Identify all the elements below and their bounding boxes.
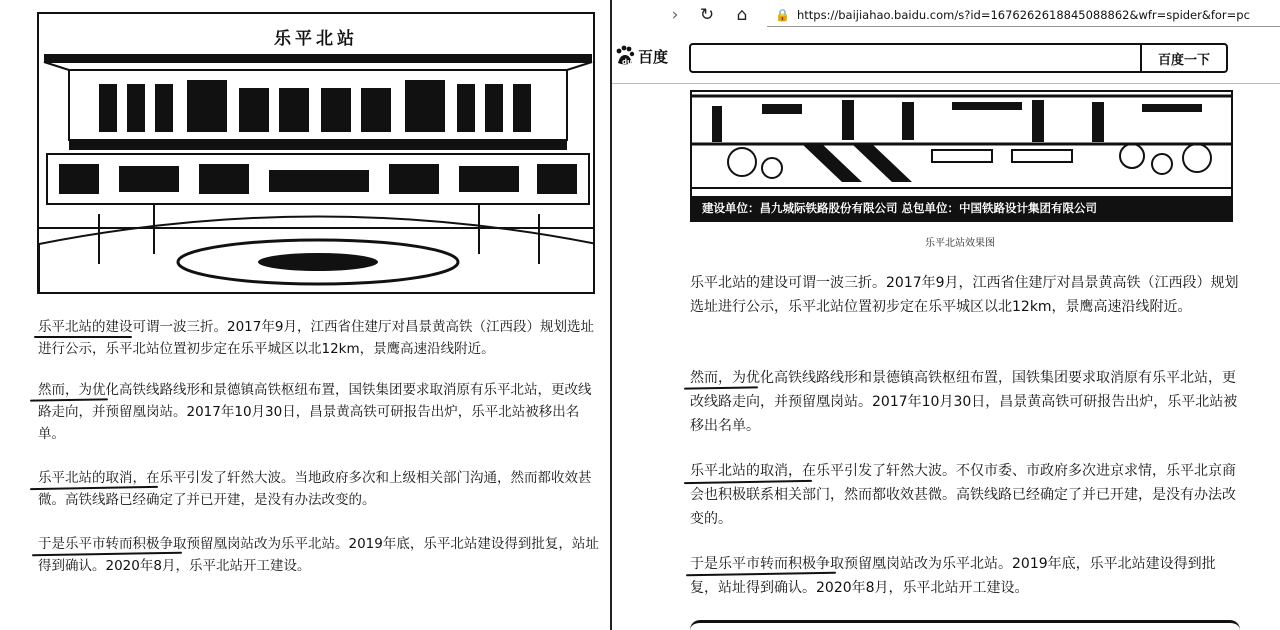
paragraph-3-rest: 在乐平引发了轩然大波。不仅市委、市政府多次进京求情，乐平北京商会也积极联系相关部门，然而都收效甚微。高铁线路已经确定了并已开建，是没有办法改变的。 — [690, 463, 1236, 527]
paragraph-2-rest: 为优化高铁线路线形和景德镇高铁枢纽布置，国铁集团要求取消原有乐平北站，更改线路走向，并预留凰岗站。2017年10月30日，昌景黄高铁可研报告出炉，乐平北站被移出名单。 — [690, 370, 1238, 434]
paragraph-4 — [38, 533, 600, 577]
home-icon: ⌂ — [736, 5, 748, 25]
paragraph-4-lead: 于是乐平市转而积极争 — [690, 556, 830, 572]
station-rendering-image — [37, 12, 595, 294]
browser-toolbar — [612, 0, 1280, 30]
address-bar[interactable] — [767, 3, 1280, 27]
forward-button[interactable] — [664, 4, 686, 26]
image-caption: 乐平北站效果图 — [925, 238, 995, 249]
url-text: https://baijiahao.baidu.com/s?id=1676262618845088862&wfr=spider&for=pc — [797, 7, 1250, 22]
paragraph-1-rest: 2017年9月，江西省住建厅对昌景黄高铁（江西段）规划选址进行公示，乐平北站位置初步定在乐平城区以北12km，景鹰高速沿线附近。 — [38, 319, 594, 357]
lock-icon: 🔒 — [775, 8, 790, 22]
station-rendering-image — [690, 90, 1233, 222]
reload-icon: ↻ — [699, 5, 715, 25]
paragraph-3-rest: 在乐平引发了轩然大波。当地政府多次和上级相关部门沟通，然而都收效甚微。高铁线路已经确定了并已开建，是没有办法改变的。 — [38, 470, 592, 508]
forward-icon: › — [671, 5, 679, 25]
paragraph-2-lead: 然而， — [38, 382, 79, 398]
baidu-paw-icon — [614, 45, 636, 67]
home-button[interactable] — [731, 4, 753, 26]
paragraph-3-lead: 乐平北站的取消， — [38, 470, 146, 486]
paragraph-1-lead: 乐平北站的建设可谓一波三折。 — [38, 319, 227, 335]
paragraph-1 — [690, 271, 1240, 319]
paragraph-1-lead: 乐平北站的建设可谓一波三折。 — [690, 275, 886, 291]
underline-mark-1 — [34, 336, 132, 338]
paragraph-4-rest: 取预留凰岗站改为乐平北站。2019年底，乐平北站建设得到批复，站址得到确认。2020年8月，乐平北站开工建设。 — [38, 536, 599, 574]
paragraph-4 — [690, 552, 1240, 600]
image-title: 乐平北站 — [274, 29, 358, 49]
paragraph-4-rest: 取预留凰岗站改为乐平北站。2019年底，乐平北站建设得到批复，站址得到确认。2020年8月，乐平北站开工建设。 — [690, 556, 1216, 596]
paragraph-2-rest: 为优化高铁线路线形和景德镇高铁枢纽布置，国铁集团要求取消原有乐平北站，更改线路走向，并预留凰岗站。2017年10月30日，昌景黄高铁可研报告出炉，乐平北站被移出名单。 — [38, 382, 592, 442]
paragraph-1-rest: 2017年9月，江西省住建厅对昌景黄高铁（江西段）规划选址进行公示，乐平北站位置初步定在乐平城区以北12km，景鹰高速沿线附近。 — [690, 275, 1239, 315]
left-document-pane — [0, 0, 610, 630]
paragraph-2 — [38, 379, 600, 445]
search-input[interactable] — [689, 43, 1145, 73]
svg-text:du: du — [622, 58, 632, 66]
reload-button[interactable] — [696, 4, 718, 26]
paragraph-3-lead: 乐平北站的取消， — [690, 463, 802, 479]
paragraph-3 — [690, 459, 1240, 531]
baidu-logo-text: 百度 — [638, 47, 669, 66]
image-banner: 建设单位：昌九城际铁路股份有限公司 总包单位：中国铁路设计集团有限公司 — [692, 196, 1231, 220]
paragraph-4-lead: 于是乐平市转而积极争 — [38, 536, 173, 552]
baidu-search-header — [612, 38, 1280, 84]
station-illustration — [39, 14, 595, 294]
search-button[interactable]: 百度一下 — [1140, 43, 1228, 73]
right-browser-pane — [612, 0, 1280, 630]
paragraph-3 — [38, 467, 600, 511]
paragraph-2-lead: 然而， — [690, 370, 732, 386]
paragraph-1 — [38, 316, 600, 360]
paragraph-2 — [690, 366, 1240, 438]
baidu-logo[interactable] — [614, 45, 668, 67]
next-image-edge — [690, 620, 1240, 630]
